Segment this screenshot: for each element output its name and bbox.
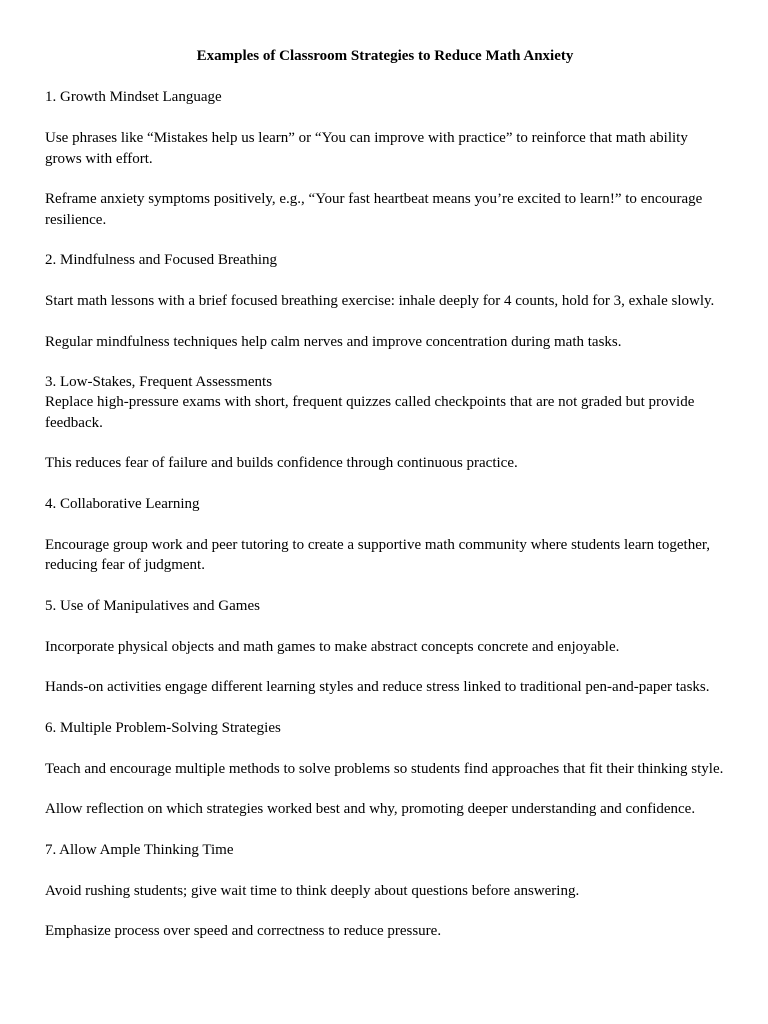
section-heading: 7. Allow Ample Thinking Time [45,841,234,858]
section-thinking-time [45,840,725,942]
paragraph: Teach and encourage multiple methods to solve problems so students find approaches that fit their thinking style. [45,760,724,777]
paragraph: Emphasize process over speed and correctness to reduce pressure. [45,923,442,939]
paragraph: This reduces fear of failure and builds confidence through continuous practice. [45,455,518,471]
section-mindfulness [45,250,725,352]
section-heading: 4. Collaborative Learning [45,495,200,512]
section-collaborative-learning [45,494,725,576]
section-heading: 1. Growth Mindset Language [45,89,222,105]
paragraph: Allow reflection on which strategies worked best and why, promoting deeper understanding and confidence. [45,801,696,817]
paragraph: Hands-on activities engage different learning styles and reduce stress linked to traditional pen-and-paper tasks. [45,679,710,695]
section-heading: 6. Multiple Problem-Solving Strategies [45,719,281,736]
paragraph: Regular mindfulness techniques help calm nerves and improve concentration during math tasks. [45,333,622,350]
paragraph: Encourage group work and peer tutoring to create a supportive math community where students learn together, reducing fear of judgment. [45,536,711,573]
paragraph: Replace high-pressure exams with short, frequent quizzes called checkpoints that are not graded but provide feedback. [45,394,695,431]
section-heading: 5. Use of Manipulatives and Games [45,597,260,614]
section-problem-solving [45,718,725,820]
paragraph: Use phrases like “Mistakes help us learn” or “You can improve with practice” to reinforce that math ability grows with effort. [45,130,688,167]
section-heading: 2. Mindfulness and Focused Breathing [45,252,278,268]
paragraph: Reframe anxiety symptoms positively, e.g., “Your fast heartbeat means you’re excited to learn!” to encourage resilience. [45,191,703,228]
section-low-stakes-assessments [45,372,725,474]
paragraph: Avoid rushing students; give wait time to think deeply about questions before answering. [45,882,580,899]
document-page [45,46,725,962]
document-title: Examples of Classroom Strategies to Reduce Math Anxiety [196,48,574,64]
paragraph: Start math lessons with a brief focused breathing exercise: inhale deeply for 4 counts, hold for 3, exhale slowly. [45,293,715,309]
paragraph: Incorporate physical objects and math games to make abstract concepts concrete and enjoyable. [45,638,620,655]
section-growth-mindset [45,87,725,230]
section-heading: 3. Low-Stakes, Frequent Assessments [45,374,273,390]
section-manipulatives-games [45,596,725,698]
